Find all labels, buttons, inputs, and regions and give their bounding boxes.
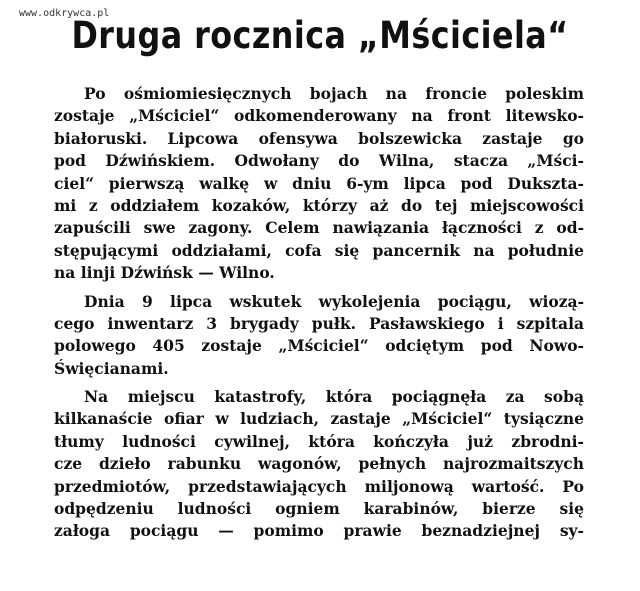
text-line: zapuścili swe zagony. Celem nawiązania łączności z od- bbox=[54, 218, 584, 238]
paragraph bbox=[54, 291, 584, 381]
text-line: kilkanaście ofiar w ludziach, zastaje „Mściciel“ tysiączne bbox=[54, 409, 584, 429]
text-line: polowego 405 zostaje „Mściciel“ odciętym pod Nowo- bbox=[54, 336, 584, 356]
text-line: ciel“ pierwszą walkę w dniu 6-ym lipca pod Dukszta- bbox=[54, 173, 584, 193]
watermark: www.odkrywca.pl bbox=[19, 8, 110, 19]
paragraph bbox=[54, 83, 584, 285]
text-line: Dnia 9 lipca wskutek wykolejenia pociągu, wiozą- bbox=[84, 291, 584, 311]
text-line: tłumy ludności cywilnej, która kończyła już zbrodni- bbox=[54, 431, 584, 451]
article-body bbox=[54, 83, 584, 549]
paragraph bbox=[54, 386, 584, 543]
text-line: załoga pociągu — pomimo prawie beznadziejnej sy- bbox=[54, 521, 584, 541]
text-line: zostaje „Mściciel“ odkomenderowany na front litewsko- bbox=[54, 106, 584, 126]
text-line: Na miejscu katastrofy, która pociągnęła za sobą bbox=[84, 387, 584, 407]
text-line: mi z oddziałem kozaków, którzy aż do tej miejscowości bbox=[54, 195, 584, 215]
text-line: białoruski. Lipcowa ofensywa bolszewicka zastaje go bbox=[54, 128, 584, 148]
text-line: Po ośmiomiesięcznych bojach na froncie poleskim bbox=[84, 84, 584, 103]
text-line: cego inwentarz 3 brygady pułk. Pasławskiego i szpitala bbox=[54, 313, 584, 333]
text-line: na linji Dźwińsk — Wilno. bbox=[54, 263, 275, 283]
text-line: odpędzeniu ludności ogniem karabinów, bierze się bbox=[54, 499, 584, 519]
article-title: Druga rocznica „Mściciela“ bbox=[71, 14, 569, 57]
text-line: pod Dźwińskiem. Odwołany do Wilna, stacza „Mści- bbox=[54, 151, 584, 171]
text-line: stępującymi oddziałami, cofa się pancernik na południe bbox=[54, 240, 584, 260]
text-line: Święcianami. bbox=[54, 358, 169, 378]
text-line: cze dzieło rabunku wagonów, pełnych najrozmaitszych bbox=[54, 454, 584, 474]
text-line: przedmiotów, przedstawiających miljonową wartość. Po bbox=[54, 476, 584, 496]
